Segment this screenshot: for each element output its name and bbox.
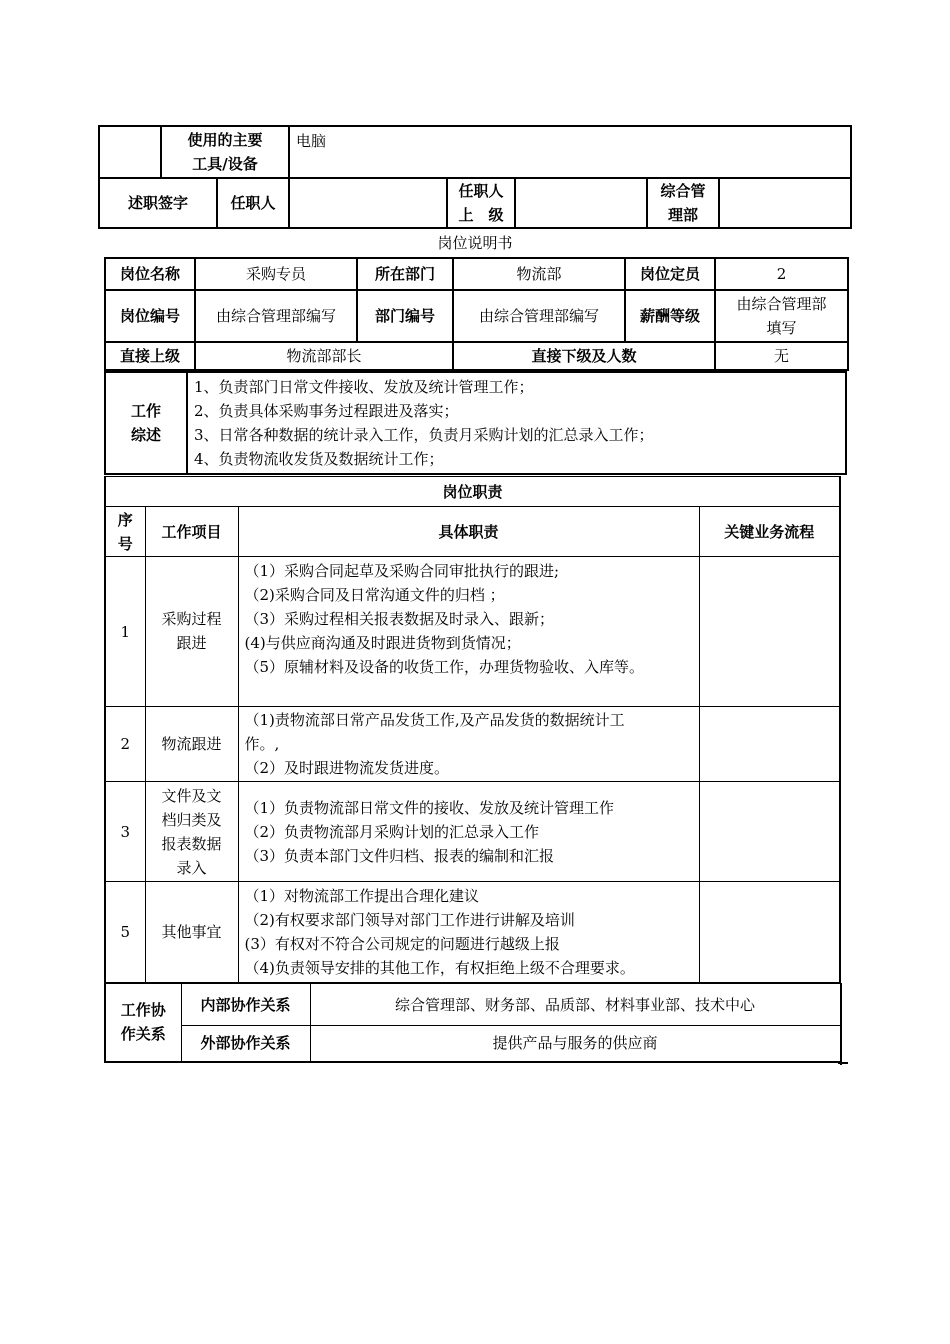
internal-label: 内部协作关系	[181, 984, 310, 1026]
summary-item: 4、负责物流收发货及数据统计工作；	[194, 450, 444, 468]
internal-value: 综合管理部、财务部、品质部、材料事业部、技术中心	[310, 984, 840, 1026]
collaboration-table	[104, 983, 841, 1063]
row-item-line: 采购过程	[161, 610, 222, 628]
detail-header: 具体职责	[238, 507, 699, 557]
salary-value-line-2: 填写	[766, 319, 797, 337]
detail-line: （2）负责物流部月采购计划的汇总录入工作	[244, 822, 540, 841]
detail-line: （3）负责本部门文件归档、报表的编制和汇报	[244, 846, 555, 865]
position-code-label: 岗位编号	[105, 290, 195, 342]
detail-line: （4)负责领导安排的其他工作，有权拒绝上级不合理要求。	[244, 959, 635, 977]
blank-cell	[99, 126, 161, 178]
work-summary-table	[104, 371, 847, 475]
admin-sign-field[interactable]	[719, 178, 851, 228]
row-seq: 3	[105, 782, 145, 882]
summary-item: 3、日常各种数据的统计录入工作，负责月采购计划的汇总录入工作；	[194, 426, 654, 444]
row-details	[238, 882, 699, 983]
document-title: 岗位说明书	[437, 234, 513, 252]
admin-label-line-1: 综合管	[660, 182, 706, 200]
summary-label	[105, 372, 187, 474]
detail-line: (3）有权对不符合公司规定的问题进行越级上报	[244, 935, 560, 953]
seq-header-line-1: 序	[117, 510, 133, 529]
row-details	[238, 782, 699, 882]
subordinate-value: 无	[715, 342, 848, 370]
position-name-value: 采购专员	[195, 258, 357, 290]
collab-label-line-1: 工作协	[120, 1001, 166, 1020]
detail-line: （2)采购合同及日常沟通文件的归档 ；	[244, 586, 505, 604]
salary-value-line-1: 由综合管理部	[736, 295, 827, 313]
row-item: 物流跟进	[145, 707, 238, 782]
flow-header: 关键业务流程	[699, 507, 840, 557]
row-seq: 5	[105, 882, 145, 983]
superior-label-line-1: 任职人	[458, 182, 504, 200]
collab-label	[105, 984, 181, 1062]
seq-header	[105, 507, 145, 557]
sign-label: 述职签字	[99, 178, 217, 228]
row-item-line: 跟进	[176, 634, 207, 652]
tools-signature-table	[98, 125, 852, 229]
table-border-stub	[838, 1062, 848, 1064]
row-item-line: 报表数据	[161, 834, 222, 853]
detail-line: （2)有权要求部门领导对部门工作进行讲解及培训	[244, 911, 575, 929]
headcount-label: 岗位定员	[625, 258, 715, 290]
duties-section-title: 岗位职责	[105, 477, 840, 507]
item-header: 工作项目	[145, 507, 238, 557]
summary-label-line-1: 工作	[130, 402, 161, 420]
admin-label-line-2: 理部	[668, 206, 699, 224]
detail-line: (4)与供应商沟通及时跟进货物到货情况；	[244, 634, 521, 652]
seq-header-line-2: 号	[117, 534, 133, 553]
row-flow	[699, 782, 840, 882]
admin-label	[647, 178, 719, 228]
superior-value: 物流部部长	[195, 342, 453, 370]
detail-line: （1)责物流部日常产品发货工作,及产品发货的数据统计工	[244, 711, 625, 729]
external-label: 外部协作关系	[181, 1026, 310, 1062]
row-flow	[699, 707, 840, 782]
salary-label: 薪酬等级	[625, 290, 715, 342]
external-value: 提供产品与服务的供应商	[310, 1026, 840, 1062]
row-details	[238, 557, 699, 707]
row-seq: 1	[105, 557, 145, 707]
row-seq: 2	[105, 707, 145, 782]
tools-label-line-2: 工具/设备	[192, 155, 258, 173]
row-item-line: 档归类及	[161, 810, 222, 829]
row-item: 其他事宜	[145, 882, 238, 983]
detail-line: （3）采购过程相关报表数据及时录入、跟新；	[244, 610, 555, 628]
position-name-label: 岗位名称	[105, 258, 195, 290]
subordinate-label: 直接下级及人数	[453, 342, 715, 370]
detail-line: （1）负责物流部日常文件的接收、发放及统计管理工作	[244, 798, 615, 817]
row-item-line: 文件及文	[161, 786, 222, 805]
superior-label	[447, 178, 515, 228]
detail-line: （1）对物流部工作提出合理化建议	[244, 887, 480, 905]
summary-label-line-2: 综述	[130, 426, 161, 444]
superior-sign-field[interactable]	[515, 178, 647, 228]
superior-row-label: 直接上级	[105, 342, 195, 370]
dept-value: 物流部	[453, 258, 625, 290]
position-info-table	[104, 257, 849, 371]
detail-line: （1）采购合同起草及采购合同审批执行的跟进;	[244, 562, 560, 580]
detail-line: 作。,	[244, 735, 280, 753]
summary-item: 2、负责具体采购事务过程跟进及落实；	[194, 402, 459, 420]
table-row	[105, 707, 840, 782]
superior-label-line-2: 上 级	[458, 206, 504, 224]
row-item-line: 录入	[176, 858, 207, 877]
row-details	[238, 707, 699, 782]
holder-label: 任职人	[217, 178, 289, 228]
table-row	[105, 557, 840, 707]
salary-value	[715, 290, 848, 342]
collab-label-line-2: 作关系	[120, 1025, 166, 1044]
duties-table	[104, 476, 841, 983]
summary-item: 1、负责部门日常文件接收、发放及统计管理工作；	[194, 378, 534, 396]
table-row	[105, 782, 840, 882]
tools-label	[161, 126, 289, 178]
position-code-value: 由综合管理部编写	[195, 290, 357, 342]
detail-line: （2）及时跟进物流发货进度。	[244, 759, 450, 777]
table-border-stub	[840, 983, 842, 1065]
dept-label: 所在部门	[357, 258, 453, 290]
table-row	[105, 882, 840, 983]
detail-line: （5）原辅材料及设备的收货工作，办理货物验收、入库等。	[244, 658, 645, 676]
dept-code-label: 部门编号	[357, 290, 453, 342]
tools-value: 电脑	[289, 126, 851, 178]
row-item	[145, 782, 238, 882]
dept-code-value: 由综合管理部编写	[453, 290, 625, 342]
row-item	[145, 557, 238, 707]
row-flow	[699, 882, 840, 983]
summary-items	[187, 372, 846, 474]
headcount-value: 2	[715, 258, 848, 290]
holder-sign-field[interactable]	[289, 178, 447, 228]
tools-label-line-1: 使用的主要	[187, 131, 263, 149]
row-flow	[699, 557, 840, 707]
